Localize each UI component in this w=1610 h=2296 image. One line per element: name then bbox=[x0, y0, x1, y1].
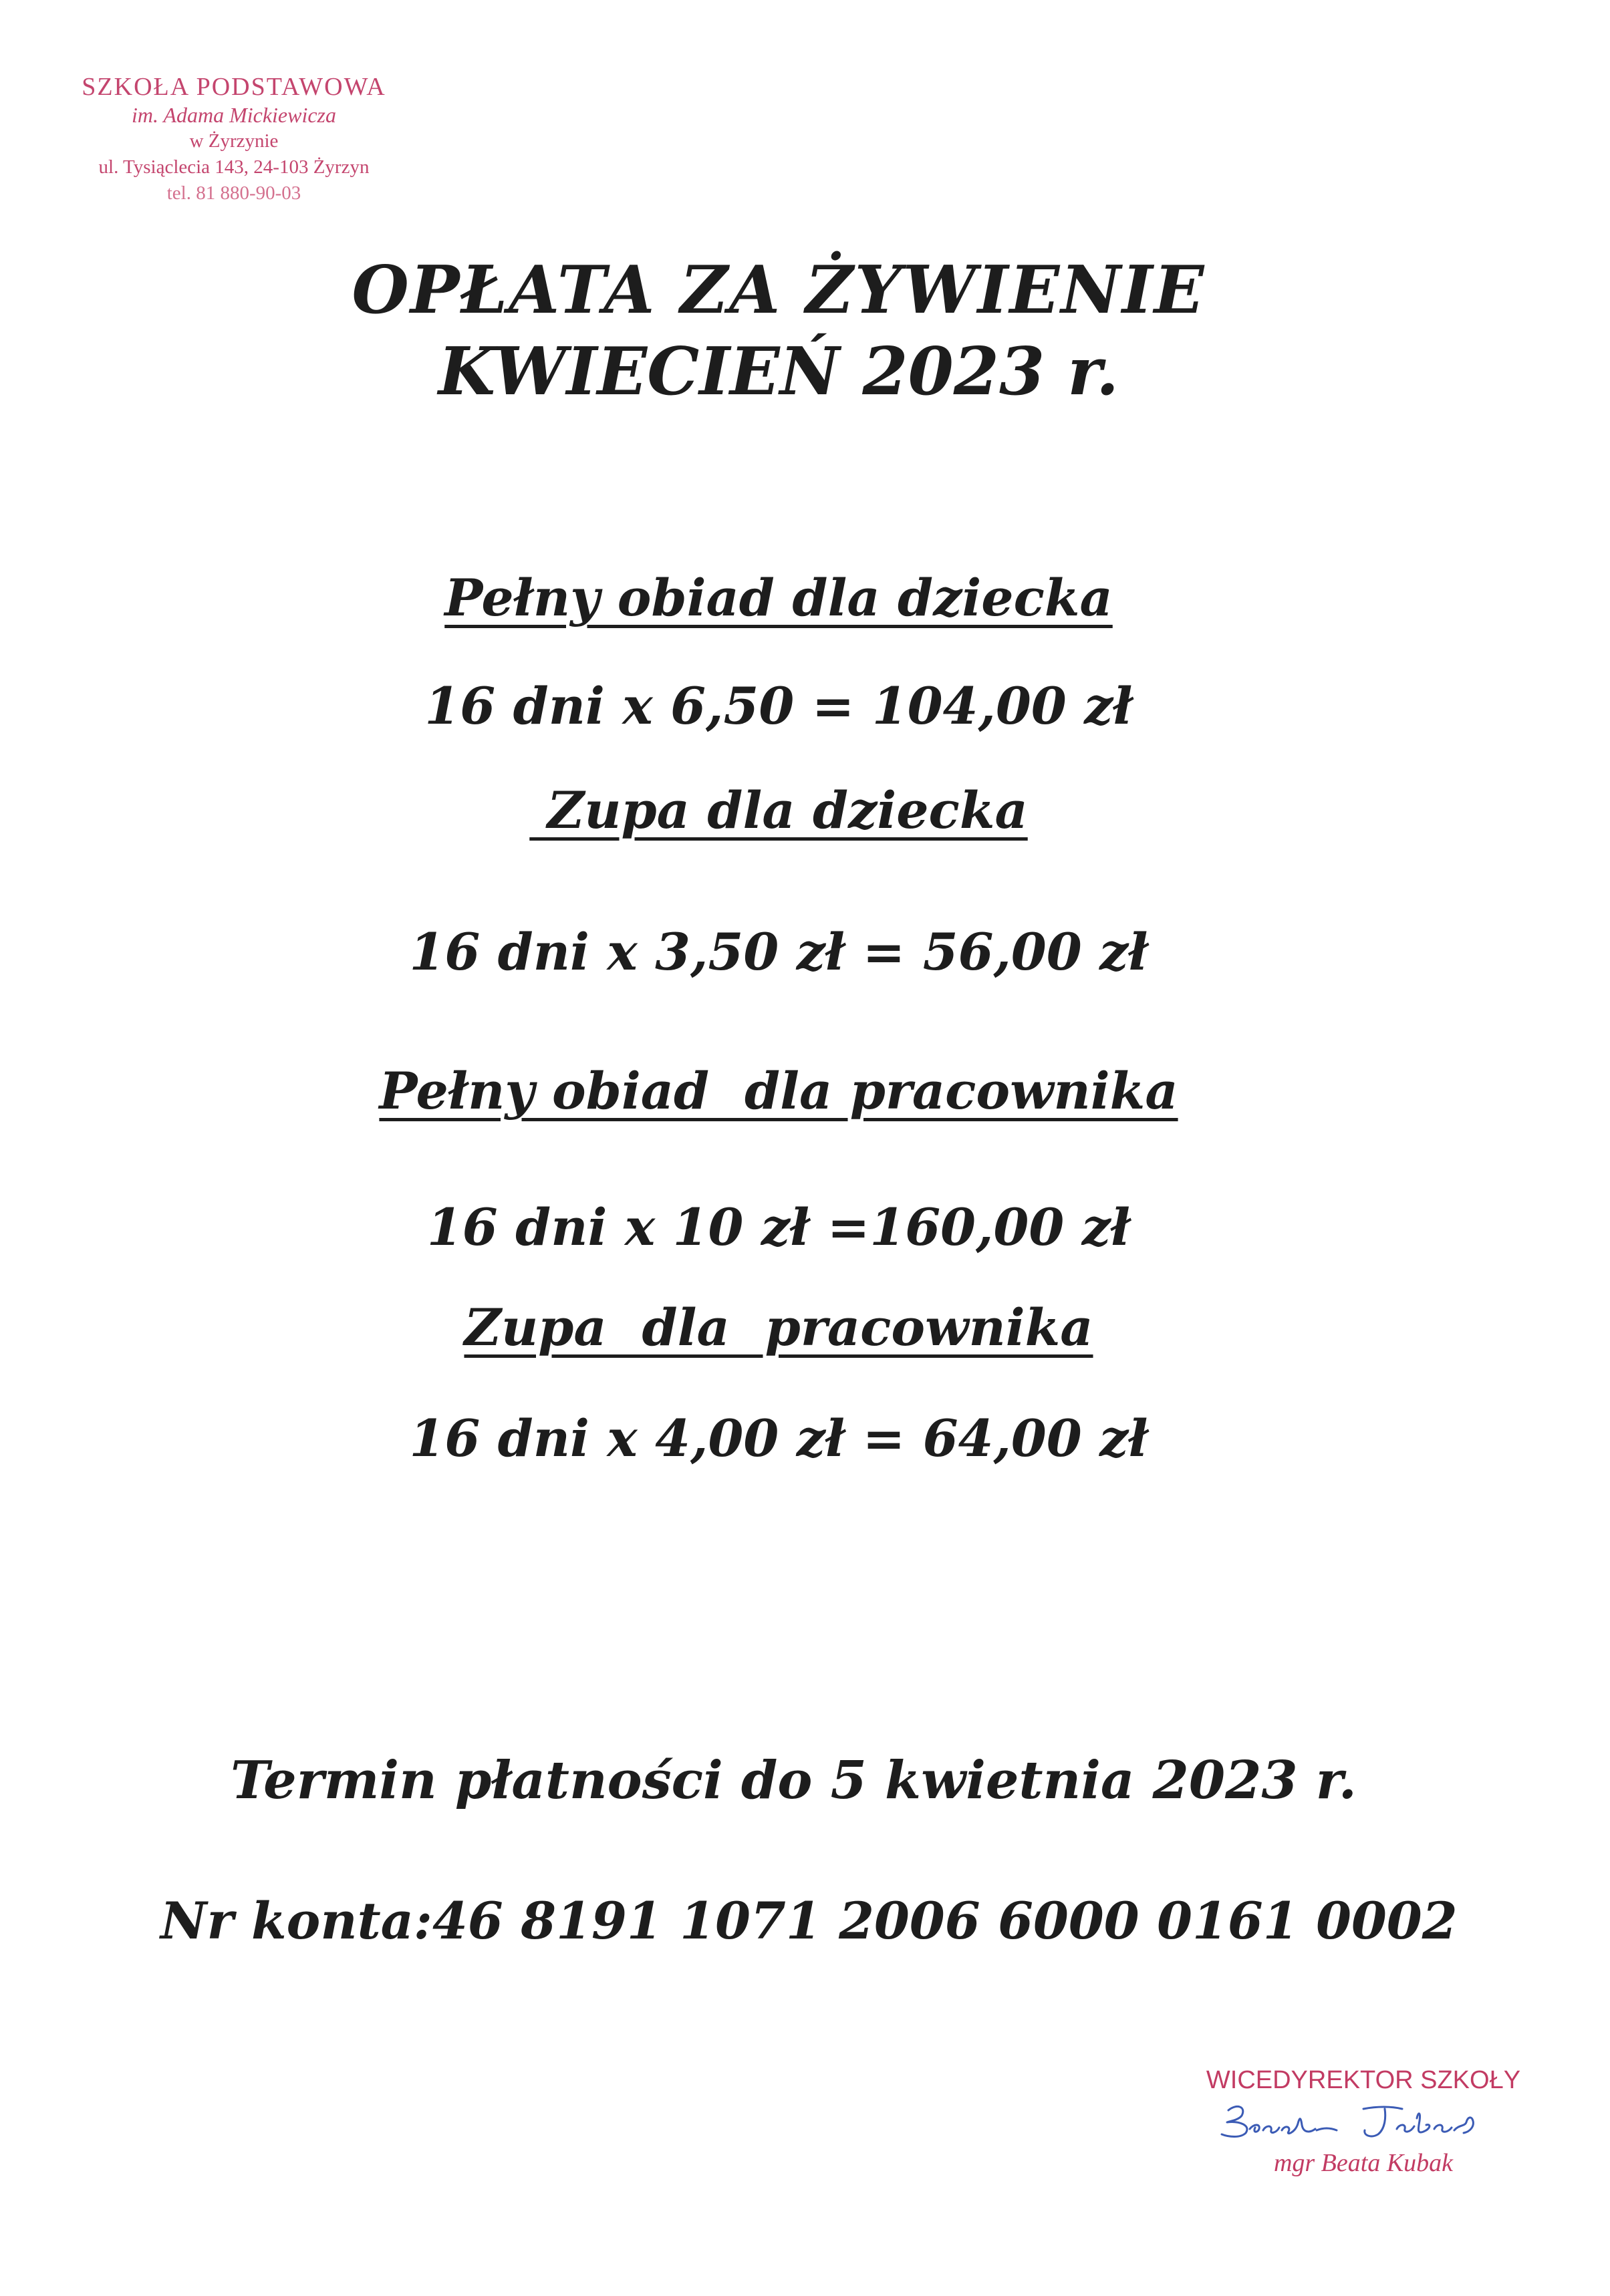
signatory-name: mgr Beata Kubak bbox=[1273, 2149, 1454, 2177]
stamp-address: ul. Tysiąclecia 143, 24-103 Żyrzyn bbox=[98, 156, 370, 178]
document-subtitle-month: KWIECIEŃ 2023 r. bbox=[438, 333, 1119, 410]
stamp-school-name: SZKOŁA PODSTAWOWA bbox=[82, 73, 386, 101]
heading-text: Pełny obiad dla dziecka bbox=[444, 568, 1113, 627]
handwritten-signature bbox=[1216, 2098, 1510, 2145]
stamp-phone: tel. 81 880-90-03 bbox=[166, 182, 301, 204]
payment-deadline: Termin płatności do 5 kwietnia 2023 r. bbox=[231, 1750, 1357, 1811]
school-stamp bbox=[53, 72, 414, 206]
section-heading-child-soup bbox=[0, 780, 1557, 841]
stamp-patron: im. Adama Mickiewicza bbox=[131, 103, 336, 127]
section-calc-employee-full-lunch: 16 dni x 10 zł =160,00 zł bbox=[426, 1197, 1131, 1257]
heading-text: Zupa dla pracownika bbox=[464, 1298, 1093, 1357]
heading-text: Zupa dla dziecka bbox=[529, 780, 1028, 840]
bank-account-number: Nr konta:46 8191 1071 2006 6000 0161 0002 bbox=[160, 1891, 1458, 1951]
section-heading-employee-soup bbox=[0, 1298, 1557, 1358]
document-title: OPŁATA ZA ŻYWIENIE bbox=[352, 252, 1206, 329]
stamp-town: w Żyrzynie bbox=[189, 130, 279, 152]
section-calc-employee-soup: 16 dni x 4,00 zł = 64,00 zł bbox=[409, 1409, 1148, 1468]
section-calc-child-soup: 16 dni x 3,50 zł = 56,00 zł bbox=[409, 922, 1148, 982]
section-heading-employee-full-lunch bbox=[0, 1061, 1557, 1121]
signature-block bbox=[1203, 2065, 1524, 2178]
signatory-role: WICEDYREKTOR SZKOŁY bbox=[1206, 2066, 1521, 2094]
heading-text: Pełny obiad dla pracownika bbox=[379, 1061, 1178, 1121]
section-heading-child-full-lunch bbox=[0, 568, 1557, 628]
section-calc-child-full-lunch: 16 dni x 6,50 = 104,00 zł bbox=[424, 676, 1133, 736]
